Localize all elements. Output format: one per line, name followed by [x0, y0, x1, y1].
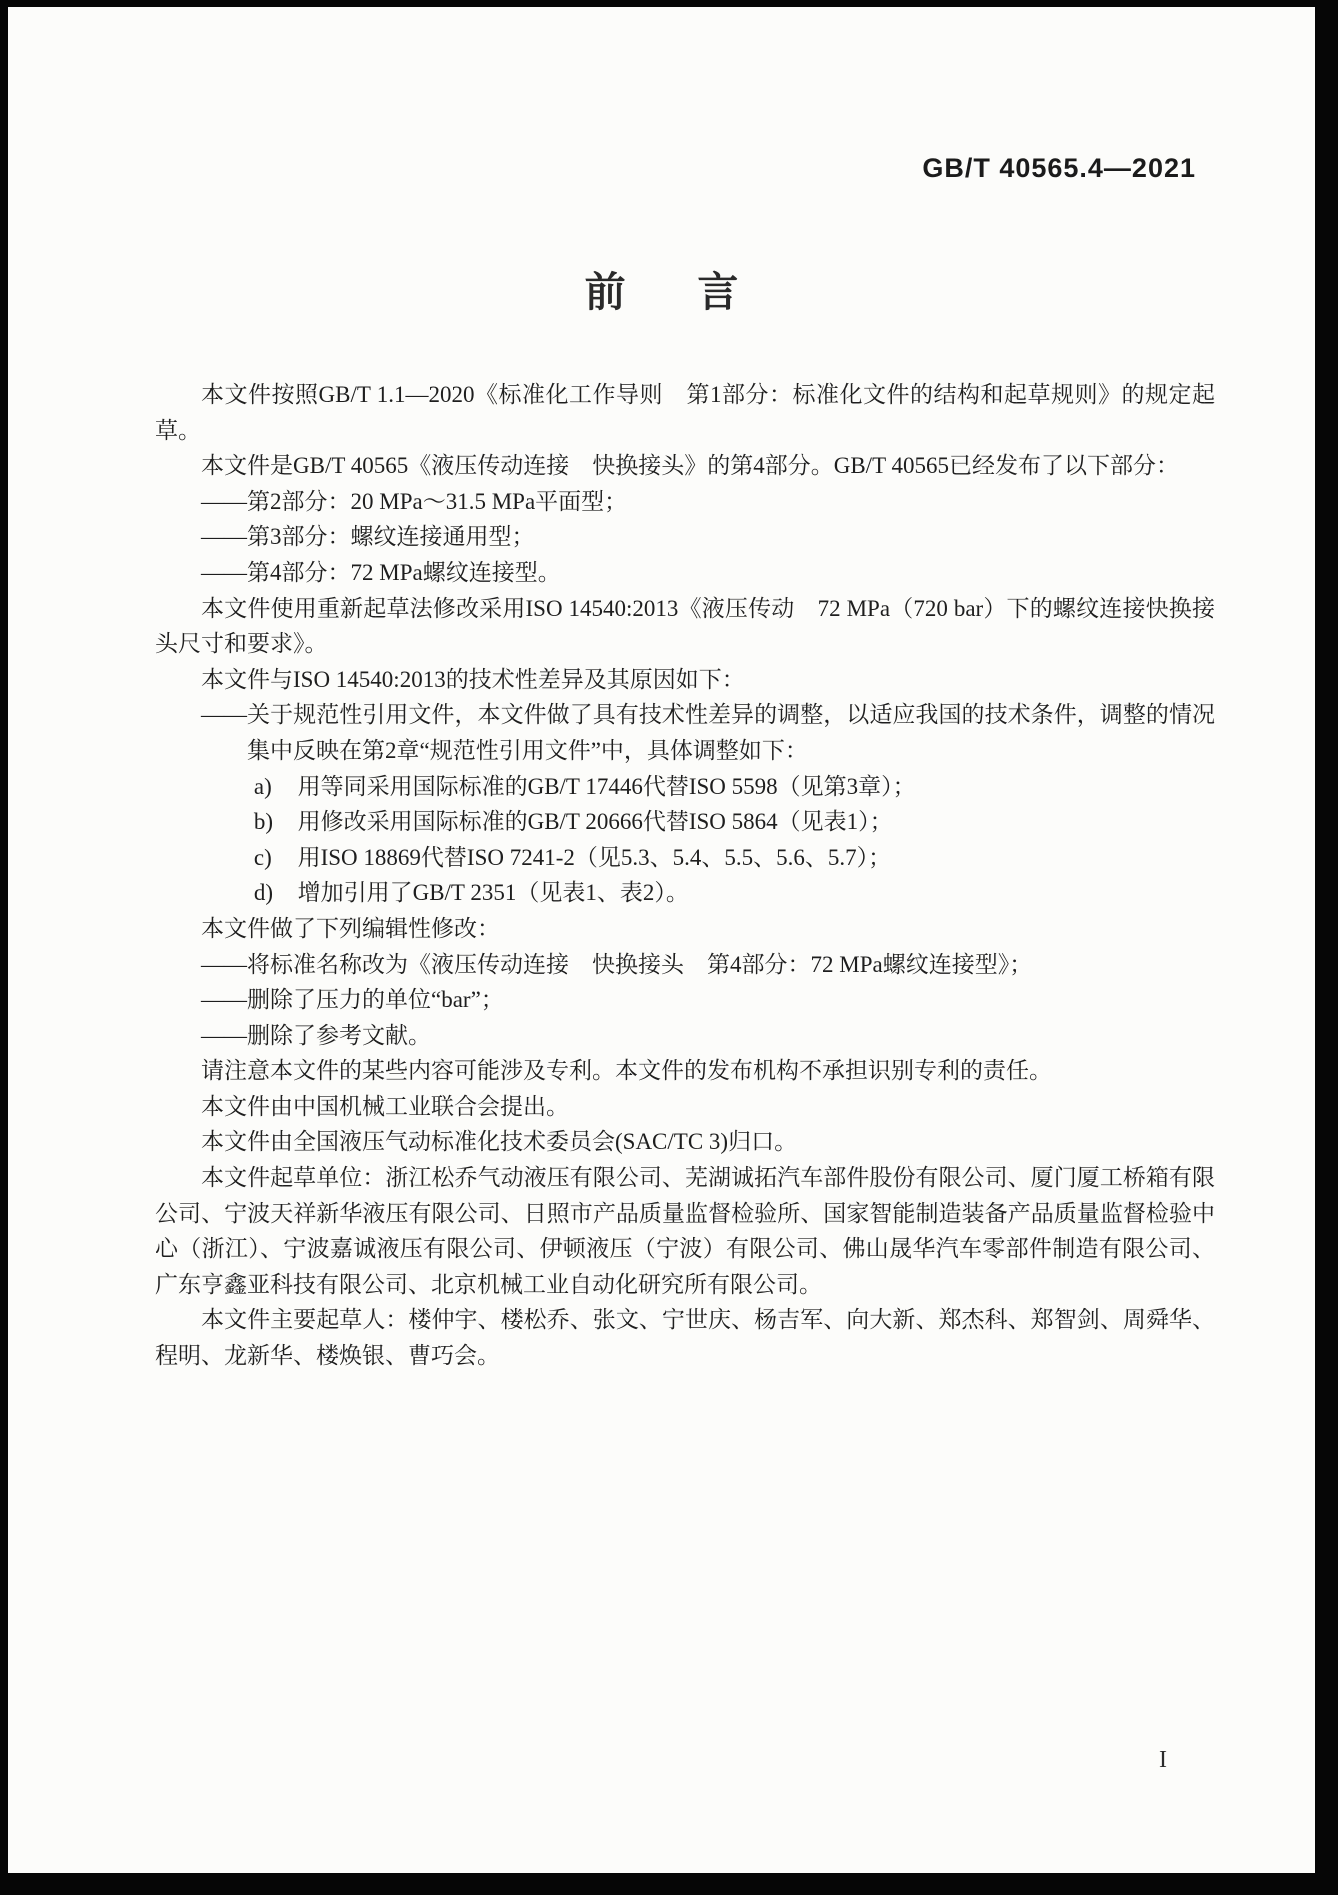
standard-code: GB/T 40565.4—2021	[922, 153, 1196, 183]
foreword-body	[155, 377, 1215, 1374]
list-item-a	[155, 769, 1215, 805]
list-item-d	[155, 875, 1215, 911]
paragraph: 本文件按照GB/T 1.1—2020《标准化工作导则 第1部分：标准化文件的结构和起草规则》的规定起草。	[155, 382, 1215, 443]
list-item-text: 用修改采用国际标准的GB/T 20666代替ISO 5864（见表1）；	[297, 809, 893, 835]
list-item-rename: ——将标准名称改为《液压传动连接 快换接头 第4部分：72 MPa螺纹连接型》；	[201, 951, 1033, 977]
page-title: 前言	[584, 269, 811, 315]
list-item-part3: ——第3部分：螺纹连接通用型；	[201, 524, 535, 550]
paragraph: 请注意本文件的某些内容可能涉及专利。本文件的发布机构不承担识别专利的责任。	[201, 1058, 1052, 1084]
list-item-remove-refs: ——删除了参考文献。	[201, 1022, 431, 1048]
paragraph-drafting-orgs: 本文件起草单位：浙江松乔气动液压有限公司、芜湖诚拓汽车部件股份有限公司、厦门厦工桥箱有限公司、宁波天祥新华液压有限公司、日照市产品质量监督检验所、国家智能制造装备产品质量监督检验中心（浙江）、宁波嘉诚液压有限公司、伊顿液压（宁波）有限公司、佛山晟华汽车零部件制造有限公司、广东亨鑫亚科技有限公司、北京机械工业自动化研究所有限公司。	[155, 1165, 1215, 1297]
list-item-part4: ——第4部分：72 MPa螺纹连接型。	[201, 559, 561, 585]
list-item-b	[155, 804, 1215, 840]
paragraph: 本文件做了下列编辑性修改：	[201, 915, 500, 941]
list-item-text: 增加引用了GB/T 2351（见表1、表2）。	[297, 880, 689, 906]
paragraph: 本文件由全国液压气动标准化技术委员会(SAC/TC 3)归口。	[201, 1129, 798, 1155]
list-item-part2: ——第2部分：20 MPa～31.5 MPa平面型；	[201, 488, 628, 514]
list-item-c	[155, 840, 1215, 876]
list-item-adjustments: ——关于规范性引用文件，本文件做了具有技术性差异的调整，以适应我国的技术条件，调整的情况集中反映在第2章“规范性引用文件”中，具体调整如下：	[201, 702, 1215, 763]
list-item-remove-bar: ——删除了压力的单位“bar”；	[201, 987, 504, 1013]
document-page	[8, 7, 1315, 1873]
list-marker: d)	[253, 880, 274, 906]
paragraph: 本文件使用重新起草法修改采用ISO 14540:2013《液压传动 72 MPa（720 bar）下的螺纹连接快换接头尺寸和要求》。	[155, 595, 1215, 657]
paragraph: 本文件是GB/T 40565《液压传动连接 快换接头》的第4部分。GB/T 40565已经发布了以下部分：	[201, 453, 1179, 479]
list-item-text: 用ISO 18869代替ISO 7241-2（见5.3、5.4、5.5、5.6、5.7）；	[297, 844, 892, 870]
list-item-text: 用等同采用国际标准的GB/T 17446代替ISO 5598（见第3章）；	[297, 773, 916, 799]
paragraph: 本文件由中国机械工业联合会提出。	[201, 1093, 569, 1119]
paragraph-drafters: 本文件主要起草人：楼仲宇、楼松乔、张文、宁世庆、杨吉军、向大新、郑杰科、郑智剑、周舜华、程明、龙新华、楼焕银、曹巧会。	[155, 1307, 1215, 1369]
list-marker: c)	[253, 844, 272, 870]
page-number: I	[1159, 1747, 1167, 1773]
list-marker: b)	[253, 809, 274, 835]
list-marker: a)	[253, 773, 272, 799]
paragraph: 本文件与ISO 14540:2013的技术性差异及其原因如下：	[201, 666, 745, 692]
